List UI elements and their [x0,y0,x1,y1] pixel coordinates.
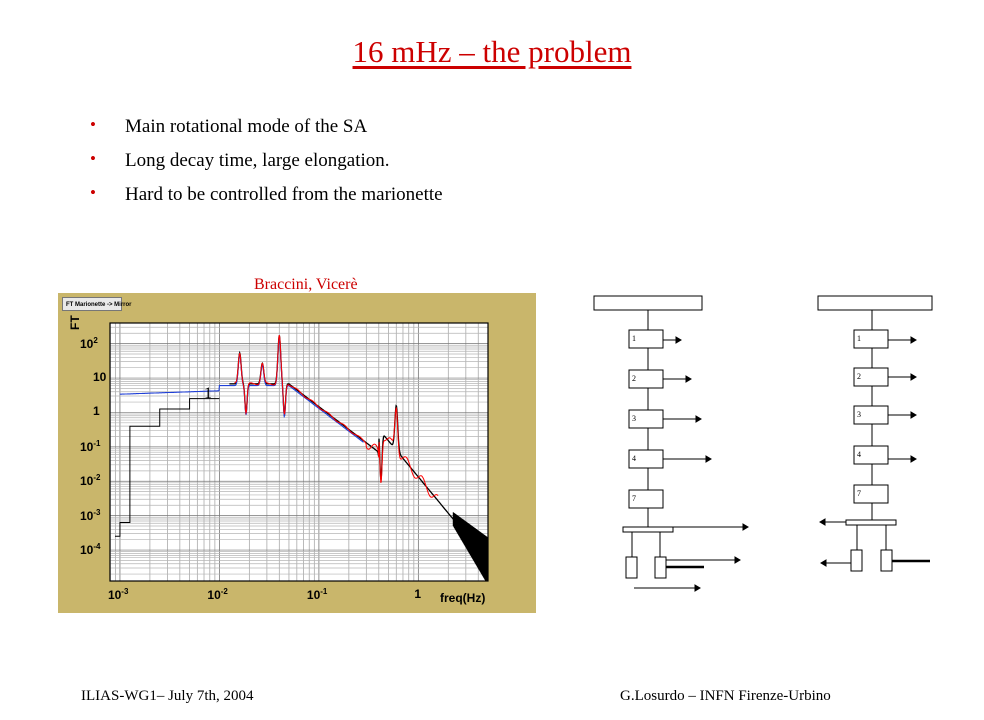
left-mass [655,557,666,578]
right-marionette [846,520,896,525]
right-stage-label: 4 [857,450,861,459]
left-stage-label: 4 [632,454,636,463]
right-stage-label: 2 [857,372,861,381]
right-top-stage [818,296,932,310]
y-tick-label: $10^{-2}$ [80,473,101,489]
bullet-dot-icon: • [90,149,96,168]
bullet-dot-icon: • [90,115,96,134]
plot-panel-title: FT Marionette -> Mirror [62,297,122,311]
left-marionette [623,527,673,532]
footer-left: ILIAS-WG1– July 7th, 2004 [81,688,254,704]
right-stage-label: 3 [857,410,861,419]
bullet-text: Long decay time, large elongation. [125,150,390,171]
x-tick-label: $10^{-2}$ [207,587,228,602]
left-mass [626,557,637,578]
left-stage-label: 1 [632,334,636,343]
footer-right: G.Losurdo – INFN Firenze-Urbino [620,688,831,704]
x-axis-label: freq(Hz) [440,591,486,605]
right-suspension-diagram [818,296,932,571]
bullet-text: Main rotational mode of the SA [125,116,368,137]
left-stage-label: 3 [632,414,636,423]
right-mass [881,550,892,571]
left-stage-label: 2 [632,374,636,383]
y-tick-label: $10^{-4}$ [80,542,101,558]
y-tick-label: 1 [93,404,100,419]
bullet-dot-icon: • [90,183,96,202]
left-stage-label: 7 [632,494,636,503]
x-tick-label: $10^{-1}$ [306,587,328,602]
y-tick-label: 10 [93,370,107,385]
right-stage-label: 7 [857,489,861,498]
y-tick-label: $10^{-1}$ [80,438,101,454]
figure-credit: Braccini, Vicerè [254,276,358,293]
right-mass [851,550,862,571]
y-axis-label: FT [68,315,82,330]
bullet-text: Hard to be controlled from the marionette [125,184,443,205]
slide-title: 16 mHz – the problem [352,34,632,69]
right-stage-label: 1 [857,334,861,343]
curve-marker-label: 1 [204,385,212,402]
y-tick-label: $10^{-3}$ [80,507,101,523]
x-tick-label: $10^{-3}$ [107,587,129,602]
x-tick-label: 1 [414,587,422,601]
left-suspension-diagram [594,296,748,591]
left-top-stage [594,296,702,310]
y-tick-label: $10^2$ [80,335,98,351]
